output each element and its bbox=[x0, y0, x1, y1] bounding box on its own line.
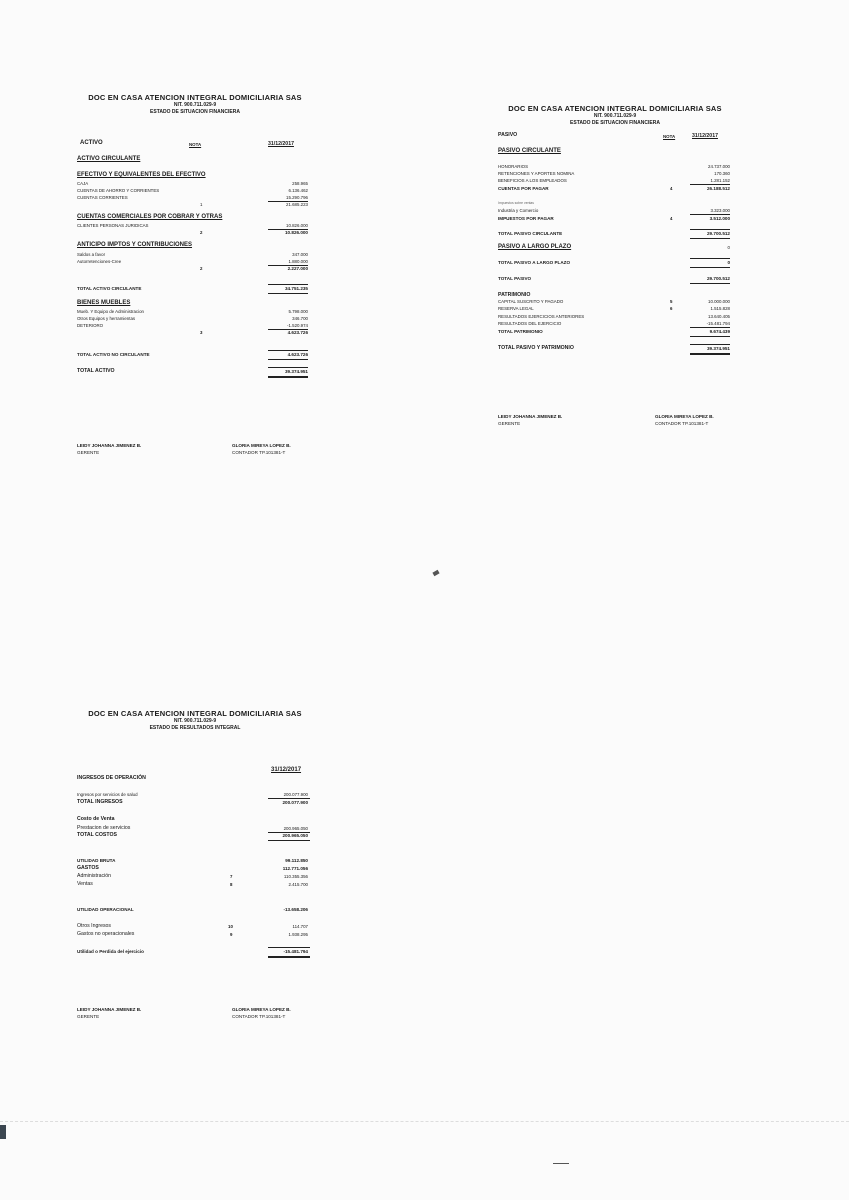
total-double-line bbox=[690, 353, 730, 355]
efectivo-item-value: 258.965 bbox=[292, 181, 308, 186]
total-no-circulante-label: TOTAL ACTIVO NO CIRCULANTE bbox=[77, 352, 150, 357]
gerente-role: GERENTE bbox=[77, 450, 100, 455]
bienes-item-label: Otros Equipos y herramientas bbox=[77, 316, 136, 321]
date-column-label: 31/12/2017 bbox=[692, 133, 718, 139]
ingresos-item-label: Ingresos por servicios de salud bbox=[77, 792, 138, 797]
scan-edge-mark bbox=[0, 1125, 6, 1139]
total-line bbox=[268, 367, 308, 368]
total-line bbox=[268, 284, 308, 285]
pasivo-largo-title: PASIVO A LARGO PLAZO bbox=[498, 244, 572, 250]
efectivo-item-value: 6.136.462 bbox=[288, 188, 308, 193]
total-line bbox=[268, 350, 308, 351]
gastos-value: 112.771.056 bbox=[282, 866, 308, 871]
bienes-item-label: Mueb. Y Equipo de Administracion bbox=[77, 309, 144, 314]
contador-role: CONTADOR TP.101381-T bbox=[232, 450, 286, 455]
nota-column-label: NOTA bbox=[663, 134, 676, 139]
admin-label: Administración bbox=[77, 873, 112, 879]
contador-name: GLORIA MIREYA LOPEZ B. bbox=[232, 1007, 291, 1012]
subtotal-line bbox=[268, 798, 310, 799]
utilidad-final-label: Utilidad o Perdida del ejercicio bbox=[77, 949, 144, 954]
gerente-name: LEIDY JOHANNA JIMENEZ B. bbox=[77, 443, 142, 448]
patrimonio-item-value: 10.000.000 bbox=[708, 299, 730, 304]
activo-header bbox=[60, 93, 330, 116]
gastos-no-operacionales-label: Gastos no operacionales bbox=[77, 931, 135, 937]
impuestos-por-pagar-label: IMPUESTOS POR PAGAR bbox=[498, 216, 554, 221]
impuestos-small-label: Impuestos sobre ventas bbox=[498, 201, 534, 205]
bienes-item-value: 5.798.000 bbox=[288, 309, 308, 314]
company-nit: NIT. 900.711.029-9 bbox=[593, 113, 637, 119]
patrimonio-item-value: -15.481.794 bbox=[706, 321, 730, 326]
total-line bbox=[690, 229, 730, 230]
bienes-item-value: 346.700 bbox=[292, 316, 308, 321]
otros-ingresos-value: 114.707 bbox=[292, 924, 308, 929]
total-patrimonio-label: TOTAL PATRIMONIO bbox=[498, 329, 543, 334]
total-line bbox=[268, 840, 310, 841]
nota-column-label: NOTA bbox=[189, 142, 202, 147]
cuentas-nota: 2 bbox=[200, 230, 203, 235]
pasivo-item-label: BENEFICIOS A LOS EMPLEADOS bbox=[498, 178, 567, 183]
pasivo-column-label: PASIVO bbox=[498, 132, 518, 138]
ingresos-item-value: 200.077.900 bbox=[283, 792, 308, 797]
pasivo-circulante-title: PASIVO CIRCULANTE bbox=[498, 148, 561, 154]
patrimonio-item-label: CAPITAL SUSCRITO Y PAGADO bbox=[498, 299, 564, 304]
efectivo-item-label: CUENTAS CORRIENTES bbox=[77, 195, 128, 200]
contador-role: CONTADOR TP.101381-T bbox=[655, 421, 709, 426]
anticipo-item-value: 347.000 bbox=[292, 252, 308, 257]
total-line bbox=[268, 293, 308, 294]
total-line bbox=[690, 336, 730, 337]
company-name: DOC EN CASA ATENCION INTEGRAL DOMICILIARIA SAS bbox=[88, 93, 302, 102]
patrimonio-item-nota: 5 bbox=[670, 299, 673, 304]
anticipo-title: ANTICIPO IMPTOS Y CONTRIBUCIONES bbox=[77, 242, 193, 248]
contador-name: GLORIA MIREYA LOPEZ B. bbox=[655, 414, 714, 419]
utilidad-bruta-value: 99.112.850 bbox=[285, 858, 308, 863]
scan-speck bbox=[432, 570, 439, 576]
bienes-item-value: -1.520.974 bbox=[287, 323, 308, 328]
report-title: ESTADO DE RESULTADOS INTEGRAL bbox=[149, 725, 241, 731]
cuentas-por-pagar-total: 26.188.512 bbox=[707, 186, 730, 191]
total-largo-label: TOTAL PASIVO A LARGO PLAZO bbox=[498, 260, 571, 265]
date-column-label: 31/12/2017 bbox=[268, 141, 294, 147]
scan-fold-line bbox=[0, 1121, 849, 1122]
costo-title: Costo de Venta bbox=[77, 816, 115, 822]
resultados-header bbox=[60, 709, 330, 732]
anticipo-item-value: 1.880.000 bbox=[288, 259, 308, 264]
total-pasivo-patrimonio-value: 39.374.951 bbox=[707, 346, 730, 351]
utilidad-bruta-label: UTILIDAD BRUTA bbox=[77, 858, 116, 863]
date-column-label: 31/12/2017 bbox=[271, 767, 302, 773]
patrimonio-title: PATRIMONIO bbox=[498, 292, 531, 298]
efectivo-item-value: 15.290.796 bbox=[286, 195, 308, 200]
utilidad-operacional-value: -13.658.206 bbox=[283, 907, 308, 912]
cuentas-por-pagar-label: CUENTAS POR PAGAR bbox=[498, 186, 549, 191]
costo-item-label: Prestacion de servicios bbox=[77, 825, 131, 831]
total-line bbox=[268, 947, 310, 948]
efectivo-item-label: CUENTAS DE AHORRO Y CORRIENTES bbox=[77, 188, 160, 193]
total-double-line bbox=[268, 956, 310, 958]
cuentas-item-value: 10.826.000 bbox=[286, 223, 308, 228]
total-pasivo-patrimonio-label: TOTAL PASIVO Y PATRIMONIO bbox=[498, 345, 574, 351]
total-pasivo-value: 29.700.512 bbox=[707, 276, 730, 281]
total-ingresos-value: 200.077.900 bbox=[282, 800, 308, 805]
total-pasivo-circulante-label: TOTAL PASIVO CIRCULANTE bbox=[498, 231, 563, 236]
pasivo-header bbox=[480, 104, 750, 127]
company-nit: NIT. 900.711.029-9 bbox=[173, 718, 217, 724]
gerente-name: LEIDY JOHANNA JIMENEZ B. bbox=[498, 414, 563, 419]
patrimonio-item-value: 13.640.405 bbox=[708, 314, 730, 319]
total-activo-label: TOTAL ACTIVO bbox=[77, 368, 115, 374]
otros-ingresos-nota: 10 bbox=[228, 924, 233, 929]
patrimonio-item-label: RESULTADOS EJERCICIOS ANTERIORES bbox=[498, 314, 585, 319]
total-line bbox=[690, 344, 730, 345]
efectivo-total: 21.685.223 bbox=[286, 202, 308, 207]
bienes-item-label: DETERIORO bbox=[77, 323, 104, 328]
costo-item-value: 200.965.050 bbox=[283, 826, 308, 831]
activo-circulante-title: ACTIVO CIRCULANTE bbox=[77, 156, 141, 162]
ingresos-title: INGRESOS DE OPERACIÓN bbox=[77, 775, 146, 781]
utilidad-operacional-label: UTILIDAD OPERACIONAL bbox=[77, 907, 134, 912]
gerente-role: GERENTE bbox=[498, 421, 521, 426]
bienes-total: 4.623.726 bbox=[287, 330, 308, 335]
ventas-label: Ventas bbox=[77, 881, 93, 887]
total-ingresos-label: TOTAL INGRESOS bbox=[77, 799, 123, 805]
impuestos-item-value: 3.323.000 bbox=[710, 208, 730, 213]
total-activo-value: 39.374.951 bbox=[285, 369, 308, 374]
company-name: DOC EN CASA ATENCION INTEGRAL DOMICILIARIA SAS bbox=[88, 709, 302, 718]
gastos-label: GASTOS bbox=[77, 865, 99, 871]
impuestos-por-pagar-total: 3.512.000 bbox=[709, 216, 730, 221]
efectivo-item-label: CAJA bbox=[77, 181, 89, 186]
cuentas-total: 10.826.000 bbox=[285, 230, 308, 235]
total-line bbox=[690, 258, 730, 259]
total-pasivo-circulante-value: 29.700.512 bbox=[707, 231, 730, 236]
gastos-no-operacionales-value: 1.938.295 bbox=[288, 932, 308, 937]
company-nit: NIT. 900.711.029-9 bbox=[173, 102, 217, 108]
bienes-title: BIENES MUEBLES bbox=[77, 300, 131, 306]
subtotal-line bbox=[690, 327, 730, 328]
pasivo-item-value: 24.737.000 bbox=[708, 164, 730, 169]
gastos-no-operacionales-nota: 9 bbox=[230, 932, 233, 937]
anticipo-item-label: Saldos a favor bbox=[77, 252, 106, 257]
total-no-circulante-value: 4.623.726 bbox=[287, 352, 308, 357]
total-costos-label: TOTAL COSTOS bbox=[77, 832, 117, 838]
otros-ingresos-label: Otros Ingresos bbox=[77, 923, 112, 929]
subtotal-line bbox=[690, 214, 730, 215]
efectivo-title: EFECTIVO Y EQUIVALENTES DEL EFECTIVO bbox=[77, 172, 206, 178]
pasivo-largo-value: 0 bbox=[727, 245, 730, 250]
total-line bbox=[690, 267, 730, 268]
total-costos-value: 200.965.050 bbox=[282, 833, 308, 838]
cuentas-title: CUENTAS COMERCIALES POR COBRAR Y OTRAS bbox=[77, 214, 223, 220]
pasivo-item-value: 1.281.152 bbox=[710, 178, 730, 183]
total-pasivo-label: TOTAL PASIVO bbox=[498, 276, 532, 281]
cuentas-por-pagar-nota: 4 bbox=[670, 186, 673, 191]
activo-column-label: ACTIVO bbox=[80, 140, 103, 146]
ventas-value: 2.415.700 bbox=[288, 882, 308, 887]
efectivo-nota: 1 bbox=[200, 202, 203, 207]
total-patrimonio-value: 9.674.439 bbox=[709, 329, 730, 334]
patrimonio-item-nota: 6 bbox=[670, 306, 673, 311]
contador-role: CONTADOR TP.101381-T bbox=[232, 1014, 286, 1019]
total-circulante-value: 34.751.235 bbox=[285, 286, 308, 291]
subtotal-line bbox=[690, 184, 730, 185]
report-title: ESTADO DE SITUACION FINANCIERA bbox=[150, 109, 240, 115]
total-double-line bbox=[268, 376, 308, 378]
gerente-name: LEIDY JOHANNA JIMENEZ B. bbox=[77, 1007, 142, 1012]
total-line bbox=[690, 283, 730, 284]
total-line bbox=[268, 359, 308, 360]
total-largo-value: 0 bbox=[727, 260, 730, 265]
gerente-role: GERENTE bbox=[77, 1014, 100, 1019]
ventas-nota: 8 bbox=[230, 882, 233, 887]
impuestos-item-label: Industria y Comercio bbox=[498, 208, 539, 213]
cuentas-item-label: CLIENTES PERSONAS JURIDICAS bbox=[77, 223, 149, 228]
total-line bbox=[690, 238, 730, 239]
pasivo-item-label: RETENCIONES Y APORTES NOMINA bbox=[498, 171, 575, 176]
anticipo-total: 2.227.000 bbox=[287, 266, 308, 271]
scan-speck bbox=[553, 1163, 569, 1164]
contador-name: GLORIA MIREYA LOPEZ B. bbox=[232, 443, 291, 448]
admin-nota: 7 bbox=[230, 874, 233, 879]
patrimonio-item-label: RESULTADOS DEL EJERCICIO bbox=[498, 321, 562, 326]
anticipo-nota: 2 bbox=[200, 266, 203, 271]
utilidad-final-value: -15.481.794 bbox=[283, 949, 308, 954]
pasivo-item-value: 170.360 bbox=[714, 171, 730, 176]
impuestos-por-pagar-nota: 4 bbox=[670, 216, 673, 221]
patrimonio-item-label: RESERVA LEGAL bbox=[498, 306, 534, 311]
pasivo-item-label: HONORARIOS bbox=[498, 164, 529, 169]
patrimonio-item-value: 1.515.828 bbox=[710, 306, 730, 311]
admin-value: 110.355.356 bbox=[283, 874, 308, 879]
bienes-nota: 3 bbox=[200, 330, 203, 335]
company-name: DOC EN CASA ATENCION INTEGRAL DOMICILIARIA SAS bbox=[508, 104, 722, 113]
total-circulante-label: TOTAL ACTIVO CIRCULANTE bbox=[77, 286, 142, 291]
anticipo-item-label: Autorretenciones-Cree bbox=[77, 259, 122, 264]
report-title: ESTADO DE SITUACION FINANCIERA bbox=[570, 120, 660, 126]
